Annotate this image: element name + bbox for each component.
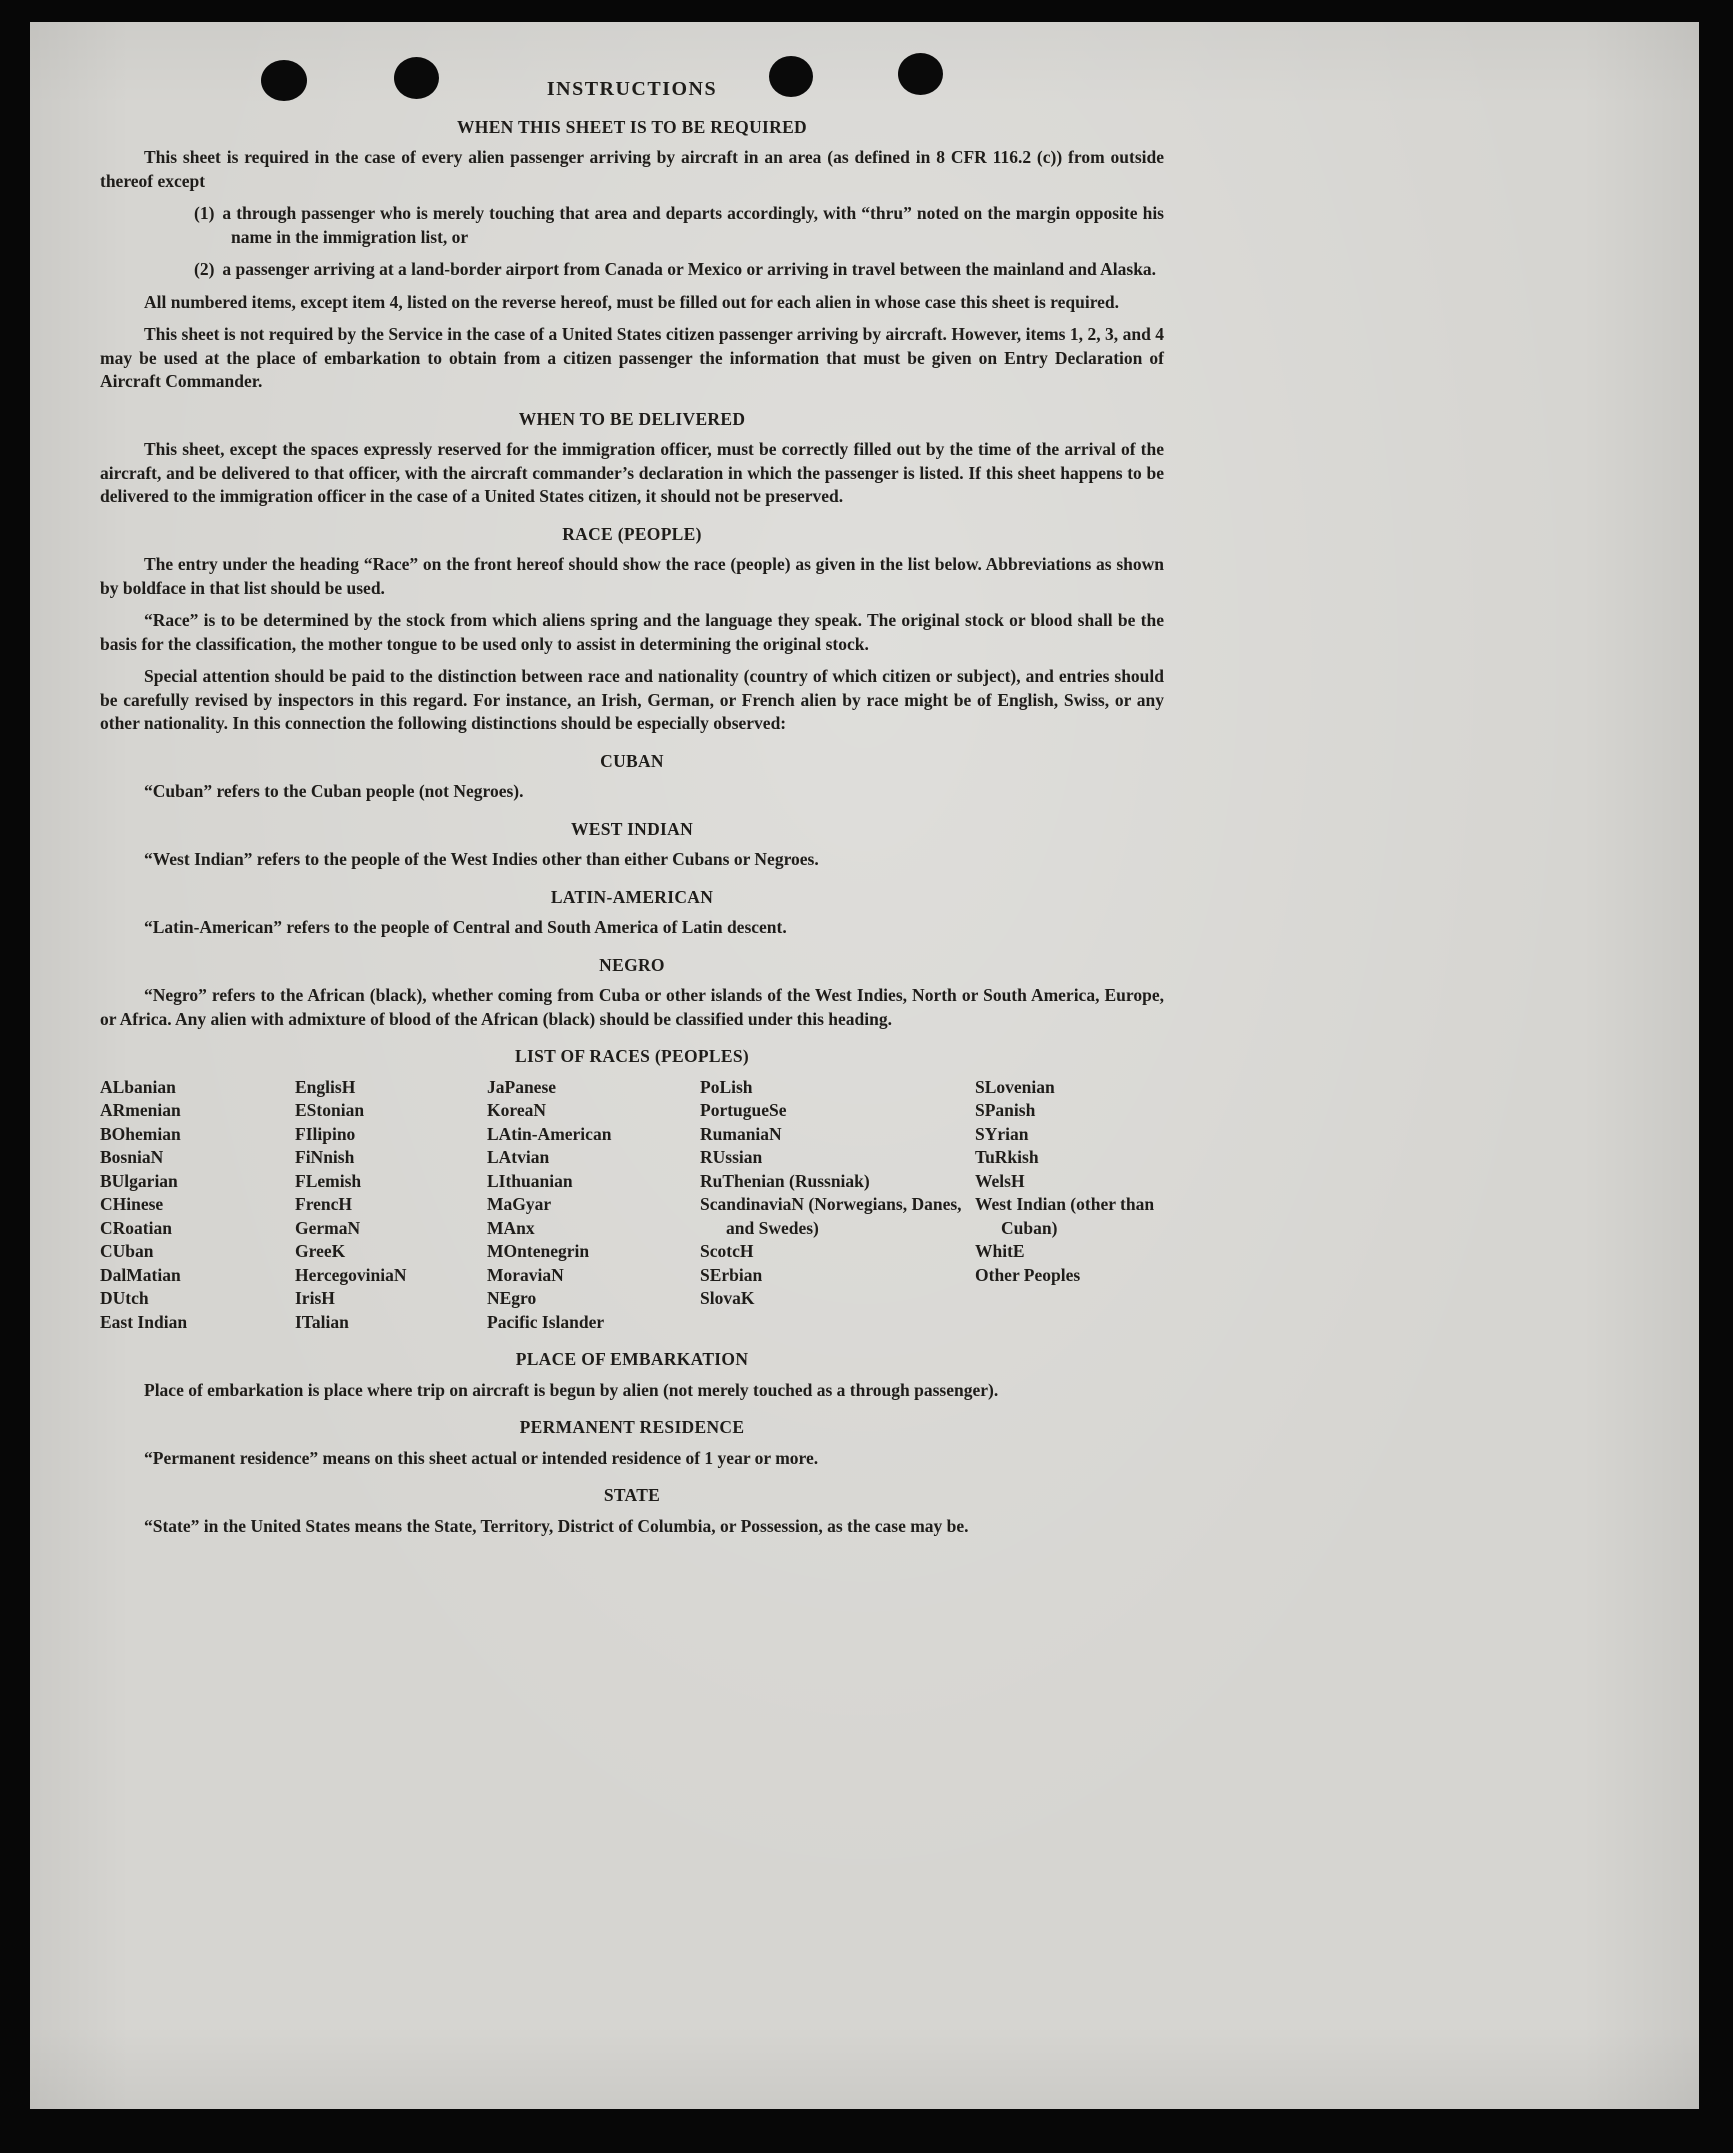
race-entry: ScandinaviaN (Norwegians, Danes, and Swedes): [700, 1194, 962, 1238]
section-heading-delivered: WHEN TO BE DELIVERED: [518, 408, 746, 429]
paragraph: Special attention should be paid to the distinction between race and nationality (country of which citizen or subject), and entries should be carefully revised by inspectors in this regard. For instance, an Irish, German, or French alien by race might be of English, Swiss, or any other nationality. In this connection the following distinctions should be especially observed:: [100, 666, 1164, 733]
race-entry: EStonian: [295, 1100, 365, 1120]
race-entry: ITalian: [295, 1311, 349, 1332]
paragraph: This sheet, except the spaces expressly reserved for the immigration officer, must be correctly filled out by the time of the arrival of the aircraft, and be delivered to that officer, with the aircraft commander’s declaration in which the passenger is listed. If this sheet happens to be delivered to the immigration officer in the case of a United States citizen, it should not be preserved.: [100, 439, 1164, 506]
numbered-item-1: [194, 202, 1164, 249]
section-heading-negro: NEGRO: [599, 954, 665, 975]
race-entry: DalMatian: [100, 1264, 181, 1285]
race-entry: HercegoviniaN: [295, 1264, 407, 1285]
race-entry: GermaN: [295, 1217, 361, 1238]
hole-punch: [394, 57, 439, 99]
race-entry: East Indian: [100, 1311, 188, 1332]
races-column-2: [295, 1076, 487, 1335]
race-entry: ALbanian: [100, 1076, 176, 1097]
race-entry: MoraviaN: [487, 1264, 564, 1285]
scanned-paper: [30, 22, 1699, 2109]
section-heading-state: STATE: [603, 1485, 661, 1505]
item-text: a passenger arriving at a land-border airport from Canada or Mexico or arriving in travel between the mainland and Alaska.: [222, 259, 1157, 279]
race-entry: FiNnish: [295, 1147, 355, 1167]
race-entry: BOhemian: [100, 1123, 181, 1144]
race-entry: JaPanese: [487, 1076, 557, 1097]
numbered-item-2: [194, 258, 1164, 282]
race-entry: LAtvian: [487, 1147, 550, 1167]
race-entry: TuRkish: [975, 1147, 1039, 1167]
race-entry: WhitE: [975, 1241, 1025, 1261]
races-column-1: [100, 1076, 295, 1335]
paragraph: “West Indian” refers to the people of the West Indies other than either Cubans or Negroes.: [144, 849, 819, 869]
race-entry: EnglisH: [295, 1076, 356, 1097]
races-table: [100, 1076, 1164, 1335]
paragraph: “Race” is to be determined by the stock from which aliens spring and the language they speak. The original stock or blood shall be the basis for the classification, the mother tongue to be used only to assist in determining the original stock.: [100, 610, 1164, 654]
paragraph: Place of embarkation is place where trip on aircraft is begun by alien (not merely touched as a through passenger).: [144, 1379, 999, 1400]
race-entry: WelsH: [975, 1170, 1025, 1191]
item-number: (1): [194, 203, 215, 223]
race-entry: RumaniaN: [700, 1123, 782, 1144]
race-entry: CRoatian: [100, 1217, 172, 1238]
race-entry: FIlipino: [295, 1123, 356, 1144]
race-entry: West Indian (other than Cuban): [975, 1194, 1155, 1238]
section-heading-residence: PERMANENT RESIDENCE: [519, 1417, 745, 1437]
paragraph: All numbered items, except item 4, listed on the reverse hereof, must be filled out for each alien in whose case this sheet is required.: [144, 291, 1120, 312]
hole-punch: [769, 56, 813, 97]
race-entry: PoLish: [700, 1076, 753, 1097]
race-entry: LIthuanian: [487, 1170, 573, 1191]
race-entry: KoreaN: [487, 1100, 546, 1120]
section-heading-latin-american: LATIN-AMERICAN: [550, 886, 714, 907]
race-entry: SPanish: [975, 1100, 1036, 1120]
section-heading-required: WHEN THIS SHEET IS TO BE REQUIRED: [457, 116, 807, 137]
race-entry: IrisH: [295, 1288, 335, 1308]
paragraph: This sheet is required in the case of every alien passenger arriving by aircraft in an area (as defined in 8 CFR 116.2 (c)) from outside thereof except: [100, 147, 1164, 191]
races-column-4: [700, 1076, 975, 1335]
race-entry: NEgro: [487, 1288, 537, 1308]
race-entry: CUban: [100, 1241, 154, 1261]
race-entry: FLemish: [295, 1170, 362, 1191]
document-body: [100, 78, 1164, 1547]
race-entry: MaGyar: [487, 1194, 552, 1214]
race-entry: RuThenian (Russniak): [700, 1170, 870, 1191]
paragraph: “Cuban” refers to the Cuban people (not Negroes).: [144, 781, 524, 801]
page-title: INSTRUCTIONS: [546, 78, 718, 100]
paragraph: “Latin-American” refers to the people of Central and South America of Latin descent.: [144, 917, 787, 937]
race-entry: SLovenian: [975, 1076, 1055, 1097]
race-entry: Pacific Islander: [487, 1311, 605, 1332]
race-entry: SYrian: [975, 1123, 1029, 1144]
races-column-5: [975, 1076, 1164, 1335]
race-entry: ARmenian: [100, 1100, 181, 1120]
race-entry: CHinese: [100, 1194, 164, 1214]
race-entry: BUlgarian: [100, 1170, 178, 1191]
paragraph: The entry under the heading “Race” on the front hereof should show the race (people) as given in the list below. Abbreviations as shown by boldface in that list should be used.: [100, 554, 1164, 598]
race-entry: FrencH: [295, 1194, 353, 1214]
item-number: (2): [194, 259, 215, 279]
race-entry: SErbian: [700, 1264, 763, 1285]
race-entry: BosniaN: [100, 1147, 164, 1167]
race-entry: MAnx: [487, 1217, 535, 1238]
race-entry: LAtin-American: [487, 1123, 612, 1144]
section-heading-west-indian: WEST INDIAN: [570, 818, 694, 839]
hole-punch: [898, 53, 943, 95]
hole-punch: [261, 60, 307, 101]
section-heading-races-list: LIST OF RACES (PEOPLES): [515, 1046, 749, 1066]
section-heading-embarkation: PLACE OF EMBARKATION: [515, 1349, 749, 1369]
race-entry: ScotcH: [700, 1241, 754, 1261]
race-entry: DUtch: [100, 1288, 149, 1308]
paragraph: “Permanent residence” means on this sheet actual or intended residence of 1 year or more.: [144, 1447, 819, 1468]
race-entry: Other Peoples: [975, 1264, 1081, 1285]
race-entry: PortugueSe: [700, 1100, 787, 1120]
race-entry: MOntenegrin: [487, 1241, 590, 1261]
item-text: a through passenger who is merely touching that area and departs accordingly, with “thru” noted on the margin opposite his name in the immigration list, or: [222, 203, 1164, 247]
section-heading-cuban: CUBAN: [600, 750, 664, 771]
races-column-3: [487, 1076, 700, 1335]
section-heading-race: RACE (PEOPLE): [562, 523, 702, 544]
race-entry: RUssian: [700, 1147, 763, 1167]
paragraph: “State” in the United States means the State, Territory, District of Columbia, or Possession, as the case may be.: [144, 1515, 969, 1536]
race-entry: GreeK: [295, 1241, 346, 1261]
race-entry: SlovaK: [700, 1288, 755, 1308]
paragraph: This sheet is not required by the Service in the case of a United States citizen passenger arriving by aircraft. However, items 1, 2, 3, and 4 may be used at the place of embarkation to obtain from a citizen passenger the information that must be given on Entry Declaration of Aircraft Commander.: [100, 324, 1164, 391]
paragraph: “Negro” refers to the African (black), whether coming from Cuba or other islands of the West Indies, North or South America, Europe, or Africa. Any alien with admixture of blood of the African (black) should be classified under this heading.: [100, 985, 1164, 1029]
